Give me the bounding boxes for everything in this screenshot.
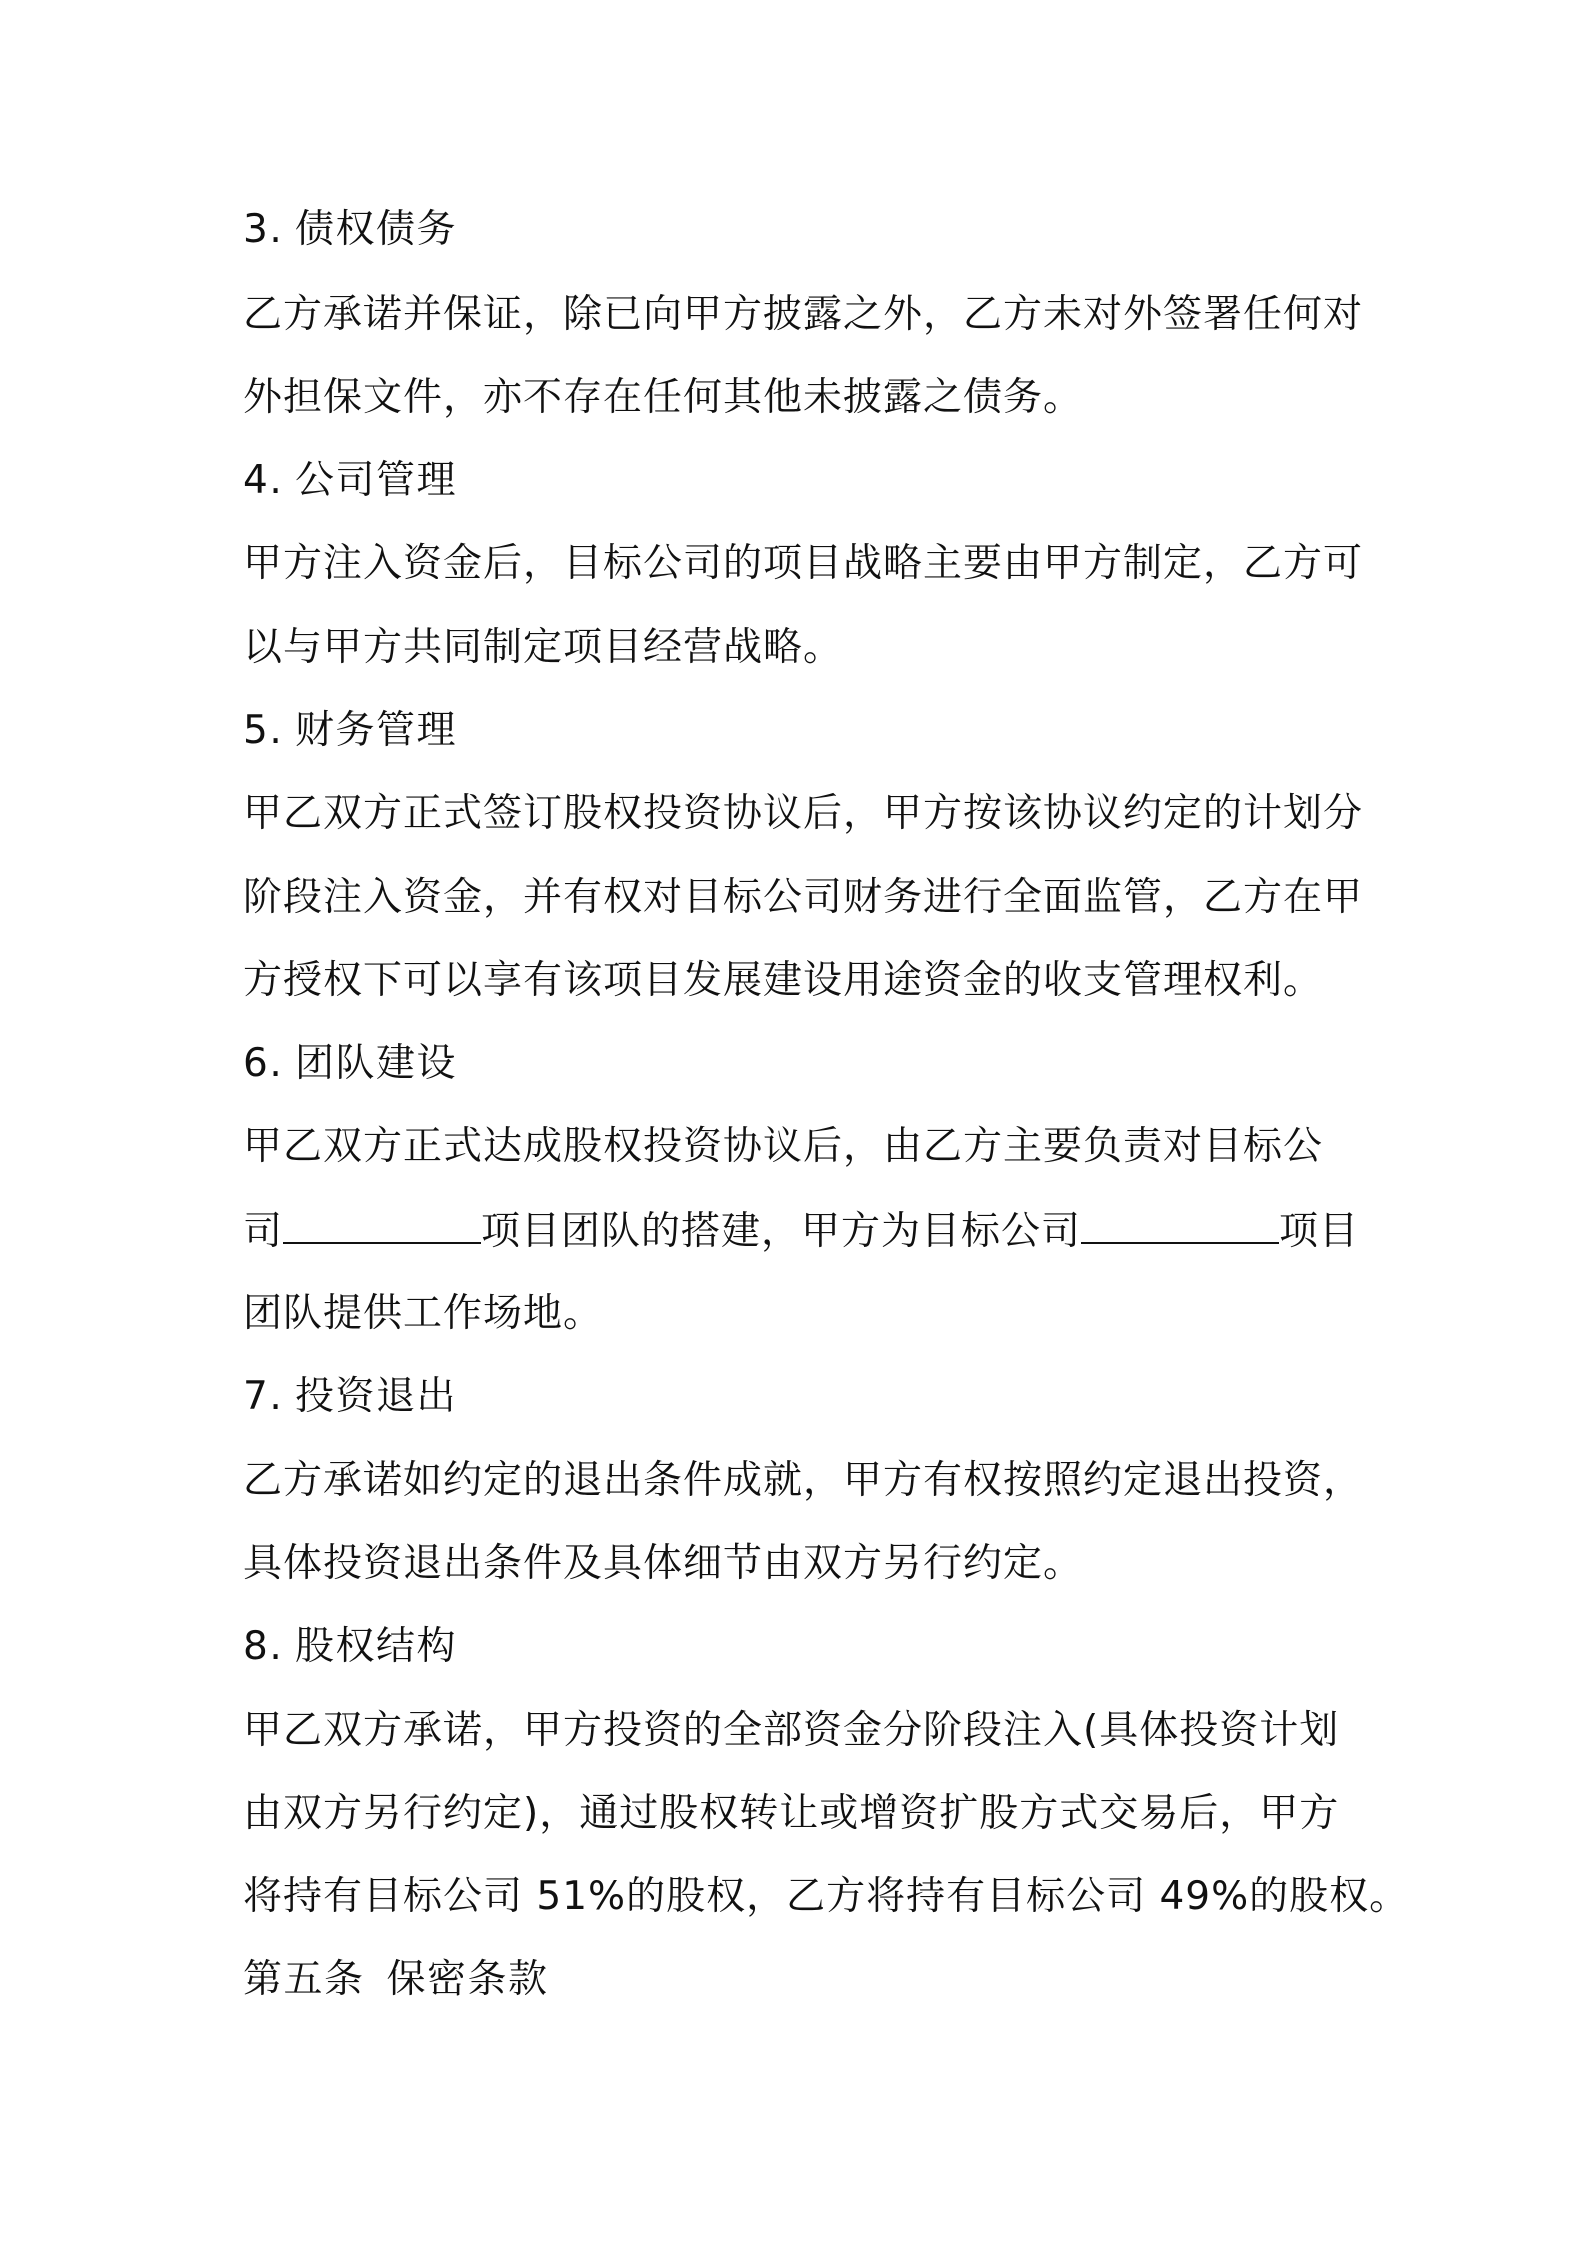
fill-in-blank[interactable] <box>1081 1206 1279 1244</box>
article-title: 保密条款 <box>386 1957 549 2002</box>
article-label: 第五条 <box>243 1957 365 2002</box>
fill-in-blank[interactable] <box>283 1206 481 1244</box>
text-part: 项目团队的搭建，甲方为目标公司 <box>481 1209 1082 1254</box>
section-title: 投资退出 <box>295 1374 458 1419</box>
section-3-heading <box>243 205 1373 255</box>
paragraph-line: 方授权下可以享有该项目发展建设用途资金的收支管理权利。 <box>243 958 1324 1003</box>
paragraph-line: 甲乙双方承诺，甲方投资的全部资金分阶段注入(具体投资计划 <box>243 1708 1340 1753</box>
paragraph-line: 由双方另行约定)，通过股权转让或增资扩股方式交易后，甲方 <box>243 1791 1340 1836</box>
paragraph-line: 将持有目标公司 51%的股权，乙方将持有目标公司 49%的股权。 <box>243 1874 1410 1919</box>
section-number: 4. <box>243 458 284 503</box>
section-number: 6. <box>243 1041 284 1086</box>
section-number: 8. <box>243 1624 284 1669</box>
section-6-heading <box>243 1039 1373 1089</box>
paragraph-line: 甲乙双方正式签订股权投资协议后，甲方按该协议约定的计划分 <box>243 791 1364 836</box>
section-title: 财务管理 <box>295 708 458 753</box>
section-4-heading <box>243 456 1373 506</box>
section-5-heading <box>243 706 1373 756</box>
section-number: 3. <box>243 207 284 252</box>
text-part: 项目 <box>1279 1209 1360 1254</box>
article-heading <box>243 1955 1373 2005</box>
section-number: 5. <box>243 708 284 753</box>
paragraph-line: 乙方承诺并保证，除已向甲方披露之外，乙方未对外签署任何对 <box>243 292 1364 337</box>
paragraph-line: 外担保文件，亦不存在任何其他未披露之债务。 <box>243 375 1084 420</box>
paragraph-line: 甲方注入资金后，目标公司的项目战略主要由甲方制定，乙方可 <box>243 541 1364 586</box>
section-title: 股权结构 <box>295 1624 458 1669</box>
text-part: 司 <box>243 1209 284 1254</box>
paragraph-line: 具体投资退出条件及具体细节由双方另行约定。 <box>243 1541 1084 1586</box>
section-title: 公司管理 <box>295 458 458 503</box>
section-title: 债权债务 <box>295 207 458 252</box>
section-7-heading <box>243 1372 1373 1422</box>
paragraph-line: 以与甲方共同制定项目经营战略。 <box>243 625 844 670</box>
section-8-heading <box>243 1622 1373 1672</box>
section-number: 7. <box>243 1374 284 1419</box>
paragraph-line: 甲乙双方正式达成股权投资协议后，由乙方主要负责对目标公 <box>243 1124 1324 1169</box>
section-title: 团队建设 <box>295 1041 458 1086</box>
paragraph-line: 团队提供工作场地。 <box>243 1291 604 1336</box>
paragraph-line-with-blanks <box>243 1206 1373 1256</box>
paragraph-line: 乙方承诺如约定的退出条件成就，甲方有权按照约定退出投资， <box>243 1458 1364 1503</box>
paragraph-line: 阶段注入资金，并有权对目标公司财务进行全面监管，乙方在甲 <box>243 875 1364 920</box>
